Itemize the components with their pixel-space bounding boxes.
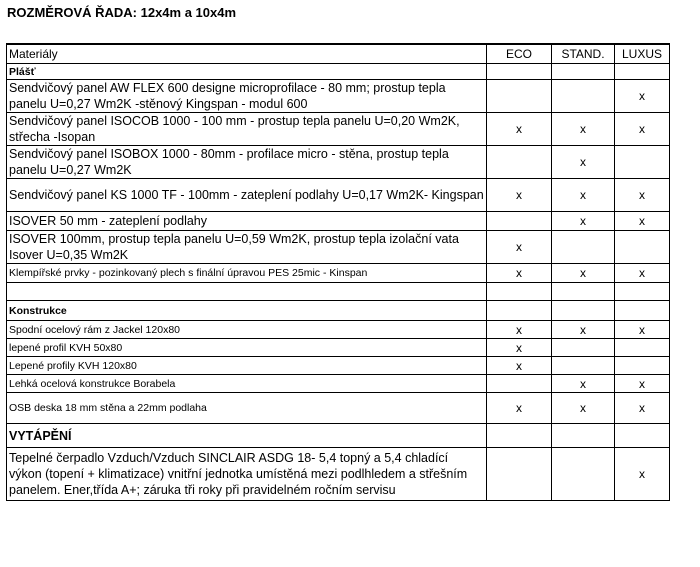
cell-luxus: x xyxy=(615,113,670,146)
cell-stand: x xyxy=(552,375,615,393)
cell-stand xyxy=(552,339,615,357)
table-row xyxy=(7,339,670,357)
cell-eco: x xyxy=(487,357,552,375)
table-row xyxy=(7,80,670,113)
table-row xyxy=(7,283,670,301)
cell-stand: x xyxy=(552,321,615,339)
cell-eco xyxy=(487,64,552,80)
row-text: ISOVER 50 mm - zateplení podlahy xyxy=(7,212,487,231)
row-text: ISOVER 100mm, prostup tepla panelu U=0,59 Wm2K, prostup tepla izolační vata Isover U=0,35 Wm2K xyxy=(7,231,487,264)
cell-luxus xyxy=(615,283,670,301)
cell-eco: x xyxy=(487,231,552,264)
cell-eco: x xyxy=(487,179,552,212)
row-text: Sendvičový panel ISOBOX 1000 - 80mm - profilace micro - stěna, prostup tepla panelu U=0,27 Wm2K xyxy=(7,146,487,179)
cell-eco xyxy=(487,424,552,448)
cell-luxus xyxy=(615,146,670,179)
table-row xyxy=(7,321,670,339)
cell-luxus: x xyxy=(615,375,670,393)
cell-luxus xyxy=(615,231,670,264)
row-text: Sendvičový panel KS 1000 TF - 100mm - zateplení podlahy U=0,17 Wm2K- Kingspan xyxy=(7,179,487,212)
cell-stand xyxy=(552,283,615,301)
table-row xyxy=(7,113,670,146)
table-row xyxy=(7,64,670,80)
cell-eco: x xyxy=(487,113,552,146)
row-text: lepené profil KVH 50x80 xyxy=(7,339,487,357)
cell-luxus xyxy=(615,424,670,448)
cell-stand: x xyxy=(552,146,615,179)
table-row xyxy=(7,357,670,375)
row-text: OSB deska 18 mm stěna a 22mm podlaha xyxy=(7,393,487,424)
cell-eco: x xyxy=(487,264,552,283)
cell-stand xyxy=(552,231,615,264)
section-label-vytapeni: VYTÁPĚNÍ xyxy=(7,424,487,448)
row-text: Sendvičový panel ISOCOB 1000 - 100 mm - prostup tepla panelu U=0,20 Wm2K, střecha -Isopan xyxy=(7,113,487,146)
header-materials: Materiály xyxy=(7,44,487,64)
cell-stand xyxy=(552,64,615,80)
cell-luxus xyxy=(615,64,670,80)
materials-table xyxy=(6,43,670,501)
cell-stand: x xyxy=(552,264,615,283)
table-row xyxy=(7,301,670,321)
cell-stand: x xyxy=(552,393,615,424)
cell-eco xyxy=(487,146,552,179)
cell-luxus: x xyxy=(615,212,670,231)
cell-eco xyxy=(487,212,552,231)
section-label-plast: Plášť xyxy=(7,64,487,80)
header-eco: ECO xyxy=(487,44,552,64)
table-row xyxy=(7,375,670,393)
table-row xyxy=(7,179,670,212)
row-text: Sendvičový panel AW FLEX 600 designe microprofilace - 80 mm; prostup tepla panelu U=0,27 Wm2K -stěnový Kingspan - modul 600 xyxy=(7,80,487,113)
table-row xyxy=(7,264,670,283)
cell-luxus: x xyxy=(615,448,670,501)
cell-luxus: x xyxy=(615,264,670,283)
cell-stand xyxy=(552,301,615,321)
cell-luxus xyxy=(615,357,670,375)
table-row xyxy=(7,448,670,501)
cell-luxus xyxy=(615,301,670,321)
cell-luxus: x xyxy=(615,321,670,339)
cell-stand: x xyxy=(552,179,615,212)
cell-eco: x xyxy=(487,339,552,357)
cell-luxus: x xyxy=(615,80,670,113)
cell-eco xyxy=(487,283,552,301)
cell-stand: x xyxy=(552,212,615,231)
row-text: Lepené profily KVH 120x80 xyxy=(7,357,487,375)
cell-stand xyxy=(552,357,615,375)
table-row xyxy=(7,424,670,448)
header-luxus: LUXUS xyxy=(615,44,670,64)
cell-eco: x xyxy=(487,321,552,339)
cell-luxus: x xyxy=(615,179,670,212)
table-row xyxy=(7,212,670,231)
table-row xyxy=(7,146,670,179)
table-row xyxy=(7,393,670,424)
cell-eco xyxy=(487,448,552,501)
row-text: Spodní ocelový rám z Jackel 120x80 xyxy=(7,321,487,339)
cell-stand xyxy=(552,80,615,113)
cell-stand: x xyxy=(552,113,615,146)
table-row xyxy=(7,231,670,264)
row-text: Tepelné čerpadlo Vzduch/Vzduch SINCLAIR ASDG 18- 5,4 topný a 5,4 chladící výkon (topení + klimatizace) vnitřní jednotka umístěná mezi podlhledem a střešním panelem. Ener,třída A+; záruka tři roky při pravidelném ročním servisu xyxy=(7,448,487,501)
cell-stand xyxy=(552,448,615,501)
row-text: Lehká ocelová konstrukce Borabela xyxy=(7,375,487,393)
cell-eco xyxy=(487,80,552,113)
header-stand: STAND. xyxy=(552,44,615,64)
section-label-konstrukce: Konstrukce xyxy=(7,301,487,321)
cell-eco xyxy=(487,301,552,321)
page-title: ROZMĚROVÁ ŘADA: 12x4m a 10x4m xyxy=(7,5,237,20)
cell-eco xyxy=(487,375,552,393)
cell-eco: x xyxy=(487,393,552,424)
cell-luxus xyxy=(615,339,670,357)
row-text xyxy=(7,283,487,301)
table-header-row xyxy=(7,44,670,64)
row-text: Klempířské prvky - pozinkovaný plech s finální úpravou PES 25mic - Kinspan xyxy=(7,264,487,283)
cell-stand xyxy=(552,424,615,448)
cell-luxus: x xyxy=(615,393,670,424)
